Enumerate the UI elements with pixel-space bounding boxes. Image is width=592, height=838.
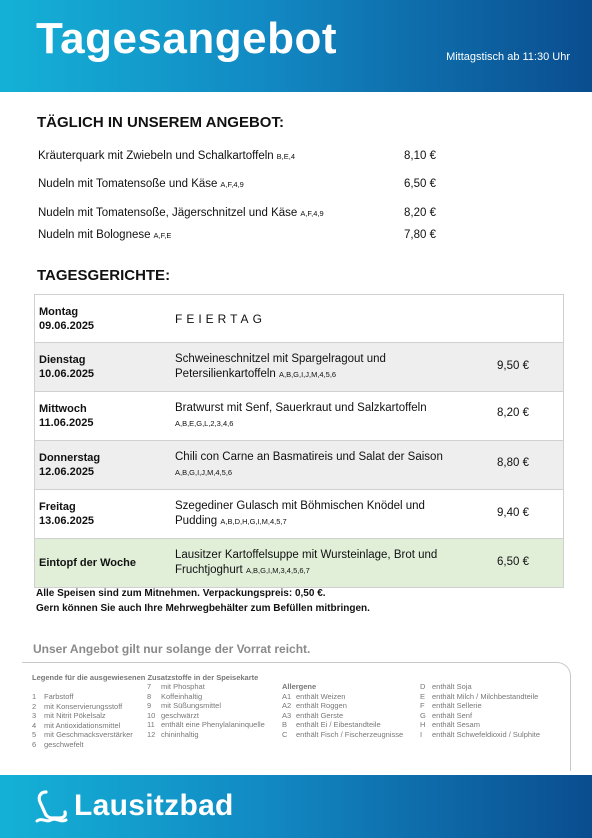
daily-item-price: 8,20 € — [404, 207, 436, 219]
legend-title: Legende für die ausgewiesenen Zusatzstoffe in der Speisekarte — [32, 673, 259, 682]
daily-item-price: 7,80 € — [404, 229, 436, 241]
row-day: Eintopf der Woche — [39, 557, 136, 569]
table-row — [35, 343, 563, 392]
daily-item-allergens: A,F,E — [153, 231, 172, 240]
dish-allergens: A,B,E,G,L,2,3,4,6 — [175, 419, 234, 428]
lunch-time-note: Mittagstisch ab 11:30 Uhr — [446, 51, 570, 63]
dish-line: Pudding — [175, 515, 218, 527]
daily-item-price: 6,50 € — [404, 178, 436, 190]
daily-item-allergens: A,F,4,9 — [300, 209, 324, 218]
daily-item-price: 8,10 € — [404, 150, 436, 162]
footer-banner — [0, 775, 592, 838]
header-banner — [0, 0, 592, 92]
takeaway-note: Alle Speisen sind zum Mitnehmen. Verpackungspreis: 0,50 €. — [36, 588, 326, 599]
dish-line: Chili con Carne an Basmatireis und Salat der Saison — [175, 451, 443, 463]
row-date: 10.06.2025 — [39, 368, 95, 380]
specials-table — [34, 294, 564, 588]
daily-item — [38, 207, 458, 223]
dish-line: Bratwurst mit Senf, Sauerkraut und Salzkartoffeln — [175, 402, 427, 414]
legend-allergens-col-2: D enthält Soja E enthält Milch / Milchbestandteile F enthält Sellerie G enthält Senf H enthält Sesam I enthält Schwefeldioxid / Sulphite — [420, 682, 540, 739]
allergens-heading: Allergene — [282, 682, 317, 691]
dish-allergens: A,B,G,I,M,3,4,5,6,7 — [245, 566, 310, 575]
dish-price: 6,50 € — [497, 556, 529, 568]
table-row — [35, 441, 563, 490]
dish-price: 9,40 € — [497, 507, 529, 519]
daily-item — [38, 229, 458, 245]
dish-line: Schweineschnitzel mit Spargelragout und — [175, 353, 386, 365]
dish-line: Fruchtjoghurt — [175, 564, 243, 576]
row-date: 09.06.2025 — [39, 320, 95, 332]
row-day: Mittwoch — [39, 403, 87, 415]
daily-item-allergens: A,F,4,9 — [220, 180, 244, 189]
dish-line: Lausitzer Kartoffelsuppe mit Wursteinlage, Brot und — [175, 549, 438, 561]
table-row — [35, 490, 563, 539]
specials-section-title: TAGESGERICHTE: — [37, 267, 171, 284]
dish-price: 8,20 € — [497, 407, 529, 419]
brand-name: Lausitzbad — [74, 789, 234, 822]
dish-price: 9,50 € — [497, 360, 529, 372]
row-date: 11.06.2025 — [39, 417, 94, 429]
row-date: 13.06.2025 — [39, 515, 95, 527]
row-day: Dienstag — [39, 354, 86, 366]
daily-section-title: TÄGLICH IN UNSEREM ANGEBOT: — [37, 114, 284, 131]
daily-item-name: Kräuterquark mit Zwiebeln und Schalkartoffeln — [38, 150, 274, 162]
daily-item-name: Nudeln mit Tomatensoße, Jägerschnitzel und Käse — [38, 207, 298, 219]
daily-item — [38, 178, 458, 194]
legend-allergens-col-1: Allergene A1 enthält Weizen A2 enthält Roggen A3 enthält Gerste B enthält Ei / Eibestandteile C enthält Fisch / Fischerzeugnisse — [282, 682, 404, 739]
dish-line: Petersilienkartoffeln — [175, 368, 276, 380]
dish-allergens: A,B,G,I,J,M,4,5,6 — [175, 468, 233, 477]
table-row-eintopf — [35, 539, 563, 588]
daily-item-allergens: B,E,4 — [276, 152, 296, 161]
table-row — [35, 392, 563, 441]
daily-item-name: Nudeln mit Tomatensoße und Käse — [38, 178, 218, 190]
legend-additives-col-1: 1 Farbstoff 2 mit Konservierungsstoff 3 mit Nitrit Pökelsalz 4 mit Antioxidationsmittel 5 mit Geschmacksverstärker 6 geschwefelt — [32, 692, 133, 749]
availability-note: Unser Angebot gilt nur solange der Vorrat reicht. — [33, 642, 311, 656]
row-day: Montag — [39, 306, 79, 318]
holiday-label: FEIERTAG — [175, 312, 266, 326]
daily-item — [38, 150, 458, 166]
lausitzbad-logo-icon — [34, 789, 70, 825]
row-date: 12.06.2025 — [39, 466, 95, 478]
dish-price: 8,80 € — [497, 457, 529, 469]
dish-allergens: A,B,G,I,J,M,4,5,6 — [279, 370, 337, 379]
dish-allergens: A,B,D,H,G,I,M,4,5,7 — [220, 517, 287, 526]
dish-line: Szegediner Gulasch mit Böhmischen Knödel und — [175, 500, 425, 512]
daily-item-name: Nudeln mit Bolognese — [38, 229, 151, 241]
row-day: Donnerstag — [39, 452, 101, 464]
legend-box — [22, 662, 571, 771]
page-title: Tagesangebot — [36, 14, 338, 63]
container-note: Gern können Sie auch Ihre Mehrwegbehälter zum Befüllen mitbringen. — [36, 603, 370, 614]
legend-additives-col-2: 7 mit Phosphat 8 Koffeinhaltig 9 mit Süßungsmittel 10 geschwärzt 11 enthält eine Phenylalaninquelle 12 chininhaltig — [147, 682, 265, 739]
table-row — [35, 295, 563, 343]
row-day: Freitag — [39, 501, 76, 513]
